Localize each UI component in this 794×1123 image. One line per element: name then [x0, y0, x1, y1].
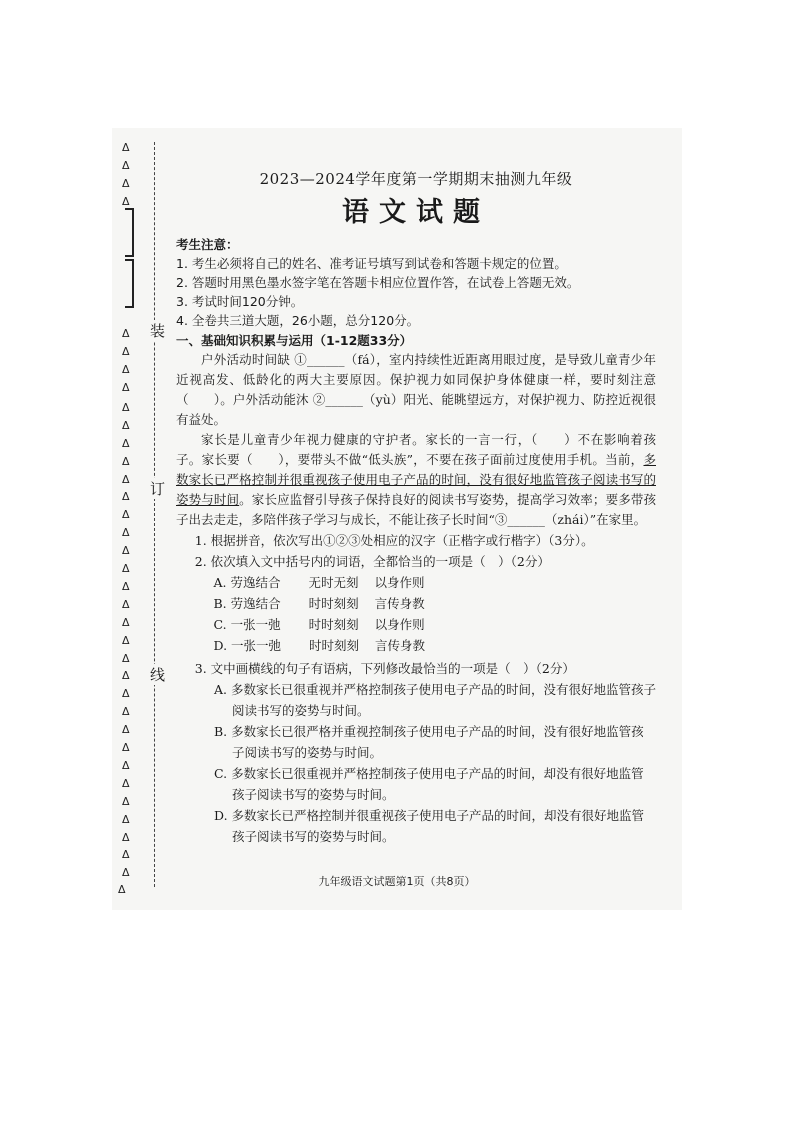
- binding-triangle-icon: Δ: [122, 759, 130, 772]
- option-letter: C.: [213, 617, 227, 632]
- exam-content: [176, 170, 656, 847]
- binding-triangle-icon: Δ: [122, 381, 130, 394]
- binding-triangle-icon: Δ: [122, 777, 130, 790]
- option-row: [176, 635, 656, 656]
- binding-triangle-icon: Δ: [122, 866, 130, 879]
- notice-item: 4. 全卷共三道大题，26小题，总分120分。: [176, 313, 420, 328]
- option-word: 言传身教: [374, 596, 425, 611]
- binding-triangle-icon: Δ: [122, 195, 130, 208]
- binding-bracket: [125, 208, 134, 257]
- binding-triangle-icon: Δ: [122, 419, 130, 432]
- binding-triangle-icon: Δ: [122, 616, 130, 629]
- option-word: 以身作则: [374, 575, 425, 590]
- binding-triangle-icon: Δ: [122, 177, 130, 190]
- binding-triangle-icon: Δ: [122, 795, 130, 808]
- binding-triangle-icon: Δ: [122, 669, 130, 682]
- passage-text: 。家长应监督引导孩子保持良好的阅读书写姿势，提高学习效率；要多带孩子出去走走，多陪伴孩子学习与成长，不能让孩子长时间“③______（zhái）”在家里。: [176, 492, 656, 527]
- notice-heading: 考生注意：: [176, 237, 239, 252]
- question-2: 2. 依次填入文中括号内的词语，全都恰当的一项是（ ）（2分）: [194, 554, 550, 569]
- binding-triangle-icon: Δ: [122, 562, 130, 575]
- binding-triangle-icon: Δ: [122, 401, 130, 414]
- binding-triangle-icon: Δ: [122, 705, 130, 718]
- binding-triangle-icon: Δ: [122, 634, 130, 647]
- option-word: 一张一弛: [230, 617, 281, 632]
- section-heading: 一、基础知识积累与运用（1-12题33分）: [176, 333, 413, 348]
- binding-triangle-icon: Δ: [122, 327, 130, 340]
- option-paragraph: B. 多数家长已很严格并重视控制孩子使用电子产品的时间，没有很好地监管孩子阅读书写的姿势与时间。: [214, 724, 644, 760]
- option-word: 以身作则: [374, 617, 425, 632]
- option-word: 时时刻刻: [308, 617, 359, 632]
- option-paragraph: D. 多数家长已严格控制并很重视孩子使用电子产品的时间，却没有很好地监管孩子阅读书写的姿势与时间。: [214, 808, 645, 844]
- option-letter: A.: [213, 575, 227, 590]
- binding-triangle-icon: Δ: [122, 544, 130, 557]
- binding-triangle-icon: Δ: [122, 363, 130, 376]
- underlined-sentence: 多数家长已严格控制并很重视孩子使用电子产品的时间，没有很好地监管孩子阅读书写的姿势与时间: [176, 452, 656, 507]
- binding-label-zhuang: 装: [150, 322, 166, 340]
- notice-item: 2. 答题时用黑色墨水签字笔在答题卡相应位置作答，在试卷上答题无效。: [176, 275, 580, 290]
- page-footer: 九年级语文试题第1页（共8页）: [318, 875, 476, 888]
- binding-dashed-line: [154, 142, 155, 887]
- option-word: 言传身教: [375, 638, 426, 653]
- option-word: 劳逸结合: [230, 596, 281, 611]
- binding-triangle-icon: Δ: [122, 831, 130, 844]
- binding-triangle-icon: Δ: [122, 473, 130, 486]
- notice-item: 1. 考生必须将自己的姓名、准考证号填写到试卷和答题卡规定的位置。: [176, 256, 567, 271]
- question-1: 1. 根据拼音，依次写出①②③处相应的汉字（正楷字或行楷字）（3分）。: [194, 533, 594, 548]
- exam-title: 2023—2024学年度第一学期期末抽测九年级: [259, 170, 573, 188]
- binding-triangle-icon: Δ: [122, 813, 130, 826]
- option-word: 时时刻刻: [309, 638, 360, 653]
- option-row: [176, 614, 656, 635]
- notice-item: 3. 考试时间120分钟。: [176, 294, 304, 309]
- option-word: 一张一弛: [231, 638, 282, 653]
- binding-triangle-icon: Δ: [122, 345, 130, 358]
- binding-triangle-icon: Δ: [122, 741, 130, 754]
- binding-triangle-icon: Δ: [122, 723, 130, 736]
- binding-triangle-icon: Δ: [122, 652, 130, 665]
- option-paragraph: C. 多数家长已很重视并严格控制孩子使用电子产品的时间，却没有很好地监管孩子阅读书写的姿势与时间。: [214, 766, 644, 802]
- passage-paragraph-1: 户外活动时间缺 ①______（fá），室内持续性近距离用眼过度，是导致儿童青少年近视高发、低龄化的两大主要原因。保护视力如同保护身体健康一样，要时刻注意（ ）。户外活动能沐 ②______（yù）阳光、能眺望远方，对保护视力、防控近视很有益处。: [176, 352, 656, 427]
- binding-triangle-icon: Δ: [122, 141, 130, 154]
- option-letter: B.: [213, 596, 227, 611]
- binding-triangle-icon: Δ: [122, 580, 130, 593]
- binding-triangle-icon: Δ: [118, 883, 126, 896]
- binding-triangle-icon: Δ: [122, 848, 130, 861]
- binding-label-ding: 订: [150, 480, 166, 498]
- question-3: 3. 文中画横线的句子有语病，下列修改最恰当的一项是（ ）（2分）: [194, 661, 575, 676]
- passage-text: 家长是儿童青少年视力健康的守护者。家长的一言一行，（ ）不在影响着孩子。家长要（ ），要带头不做“低头族”，不要在孩子面前过度使用手机。当前，: [176, 432, 656, 467]
- binding-triangle-icon: Δ: [122, 159, 130, 172]
- binding-triangle-icon: Δ: [122, 455, 130, 468]
- option-word: 无时无刻: [308, 575, 359, 590]
- option-row: [176, 593, 656, 614]
- binding-triangle-icon: Δ: [122, 526, 130, 539]
- option-row: [176, 572, 656, 593]
- option-word: 时时刻刻: [308, 596, 359, 611]
- passage-paragraph-2: [176, 430, 656, 530]
- subject-title: 语文试题: [342, 197, 490, 228]
- option-paragraph: A. 多数家长已很重视并严格控制孩子使用电子产品的时间，没有很好地监管孩子阅读书写的姿势与时间。: [214, 682, 656, 718]
- binding-triangle-icon: Δ: [122, 490, 130, 503]
- option-word: 劳逸结合: [230, 575, 281, 590]
- binding-triangle-icon: Δ: [122, 687, 130, 700]
- binding-triangle-icon: Δ: [122, 598, 130, 611]
- binding-triangle-icon: Δ: [122, 508, 130, 521]
- binding-triangle-icon: Δ: [122, 437, 130, 450]
- binding-bracket: [125, 259, 134, 308]
- option-letter: D.: [213, 638, 228, 653]
- binding-label-xian: 线: [150, 666, 166, 684]
